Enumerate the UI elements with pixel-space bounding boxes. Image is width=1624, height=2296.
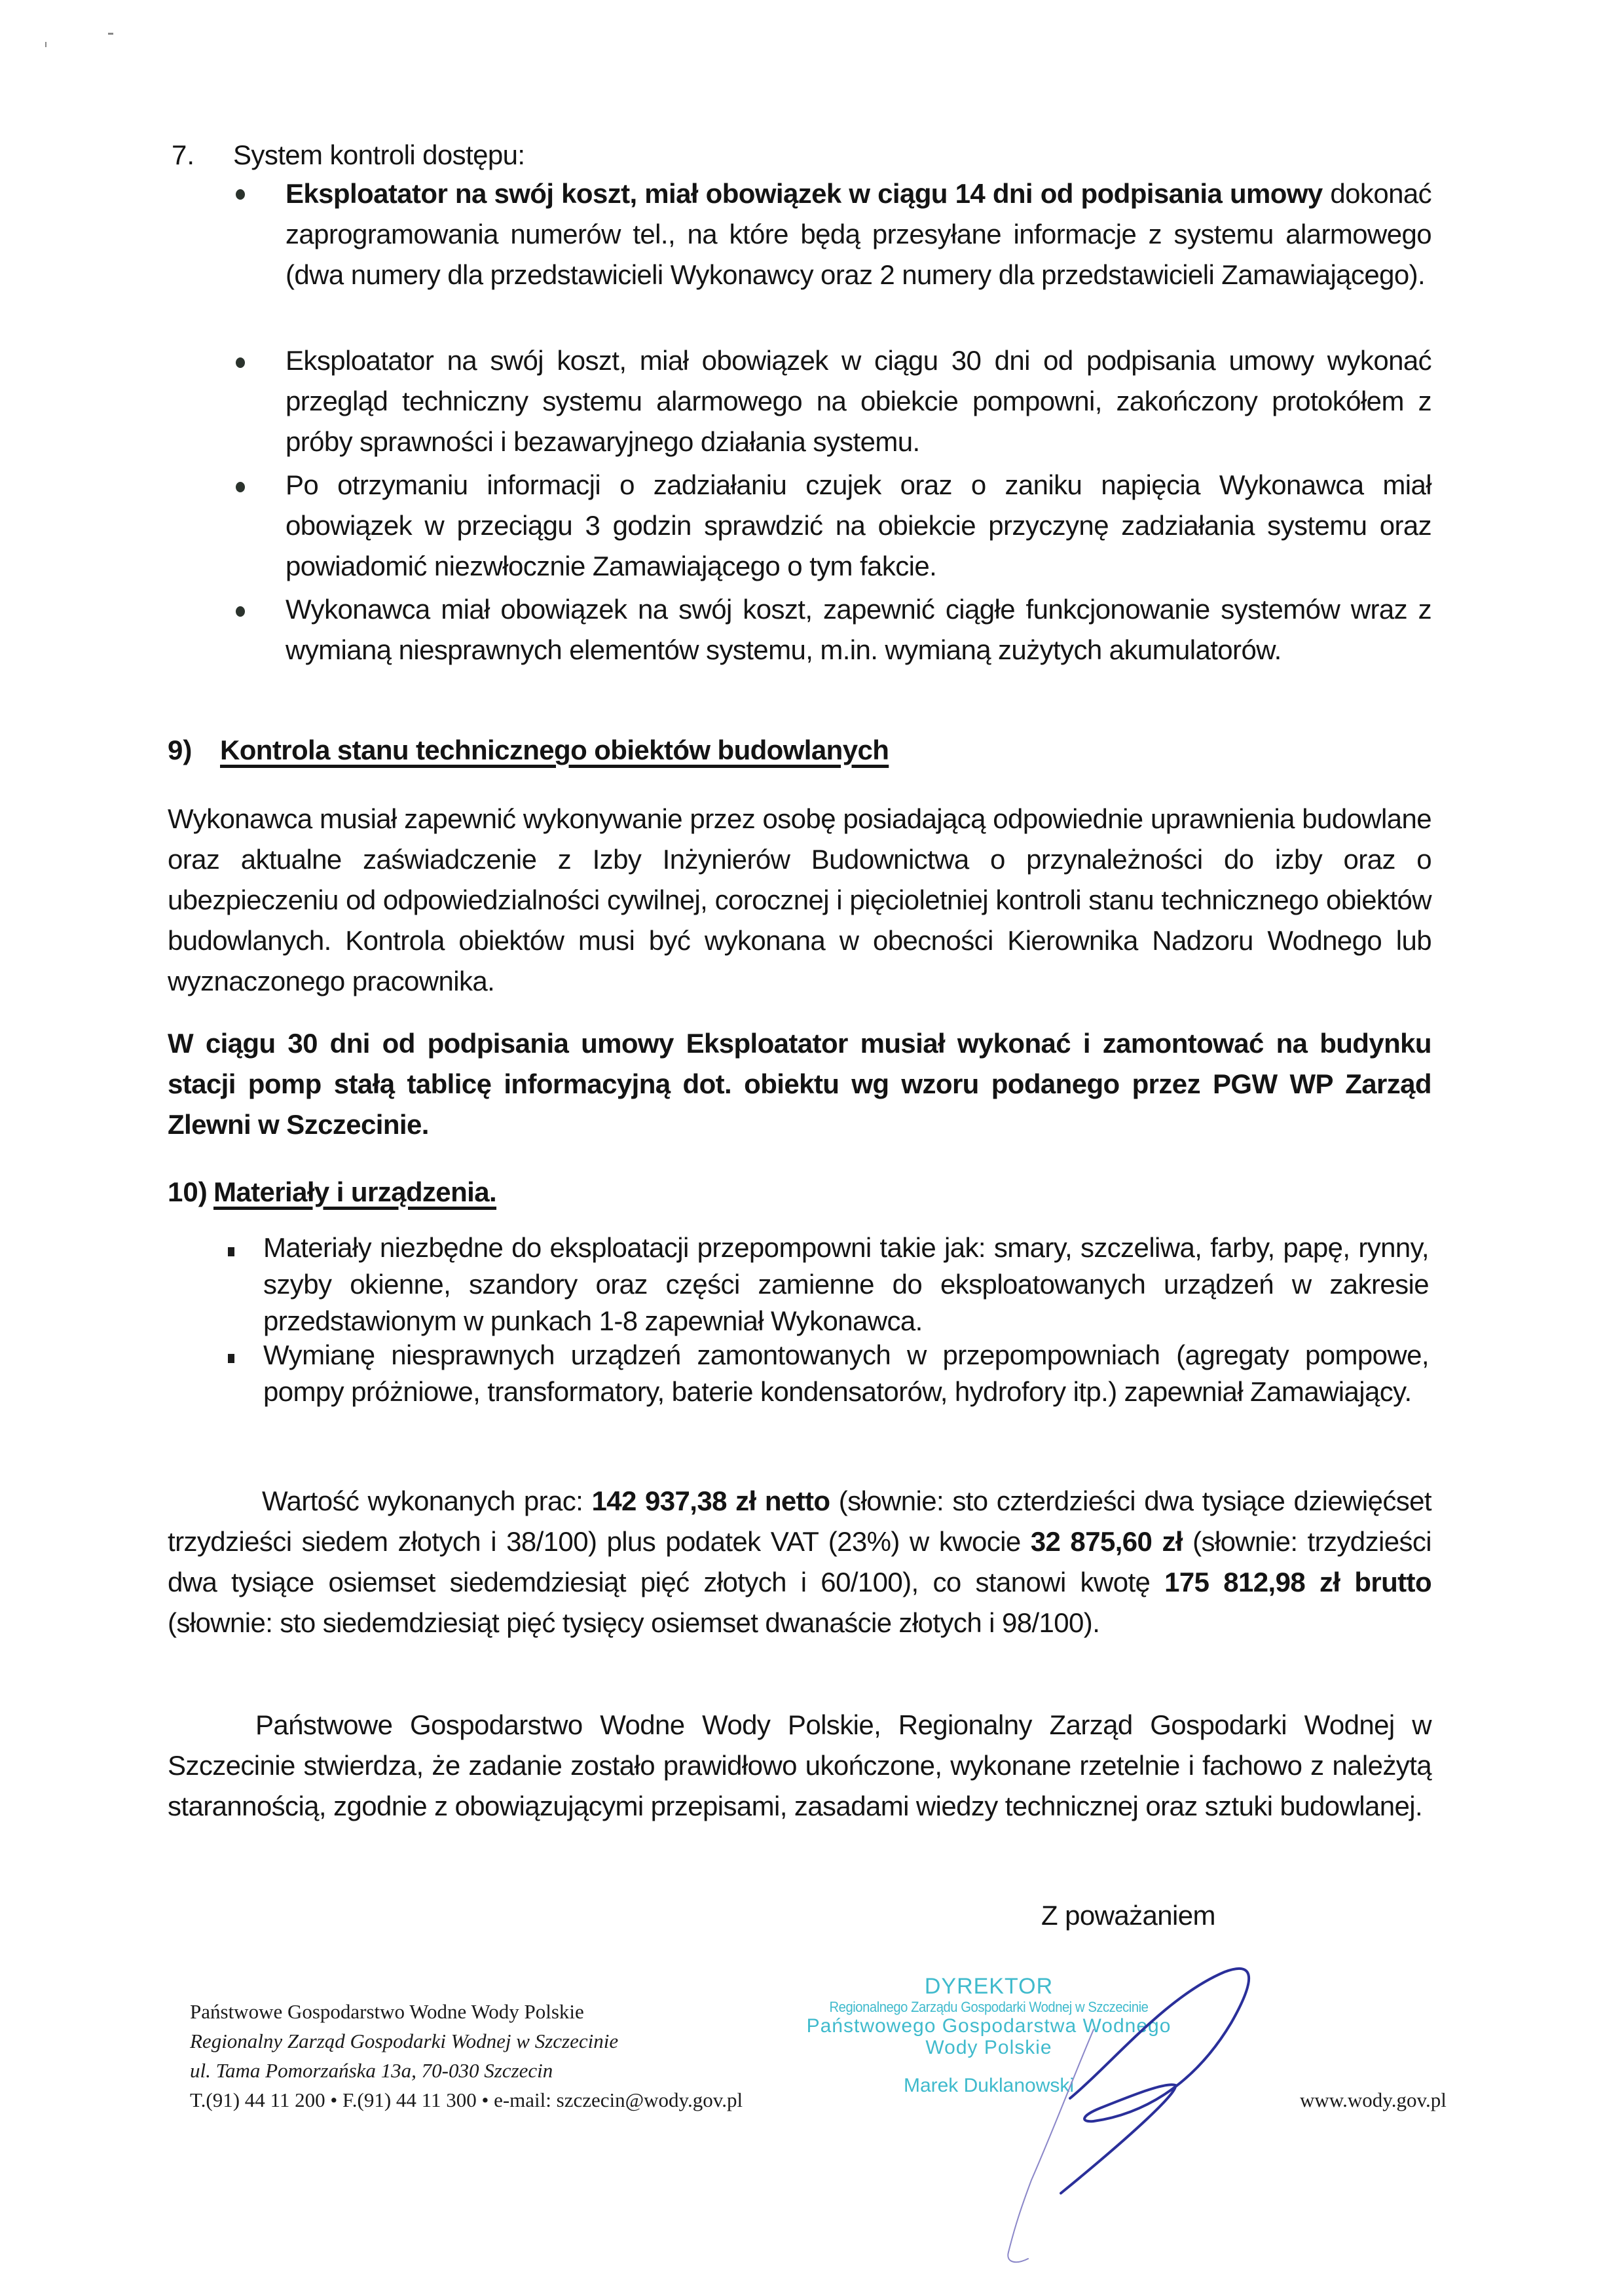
stamp-title: DYREKTOR xyxy=(924,1974,1054,1999)
footer-contact: T.(91) 44 11 200 • F.(91) 44 11 300 • e-mail: szczecin@wody.gov.pl xyxy=(190,2088,743,2111)
signature-tail xyxy=(1008,2030,1094,2262)
footer-dept: Regionalny Zarząd Gospodarki Wodnej w Szczecinie xyxy=(190,2030,619,2052)
section-9-paragraph: Wykonawca musiał zapewnić wykonywanie przez osobę posiadającą odpowiednie uprawnienia budowlane oraz aktualne zaświadczenie z Izby Inżynierów Budownictwa o przynależności do izby oraz o ubezpieczeniu od odpowiedzialności cywilnej, corocznej i pięcioletniej kontroli stanu technicznego obiektów budowlanych. Kontrola obiektów musi być wykonana w obecności Kierownika Nadzoru Wodnego lub wyznaczonego pracownika. xyxy=(168,803,1431,996)
bullet-icon xyxy=(236,606,245,617)
section-10-bullet-1: Materiały niezbędne do eksploatacji przepompowni takie jak: smary, szczeliwa, farby, papę, rynny, szyby okienne, szandory oraz części zamienne do eksploatowanych urządzeń w zakresie przedstawionym w punkach 1-8 zapewniał Wykonawca. xyxy=(263,1232,1429,1336)
signature-stroke xyxy=(1061,1969,1249,2193)
stamp-line-3: Państwowego Gospodarstwa Wodnego xyxy=(806,2015,1172,2037)
stamp-name: Marek Duklanowski xyxy=(903,2075,1075,2096)
handwritten-signature xyxy=(917,1944,1257,2285)
footer-org: Państwowe Gospodarstwo Wodne Wody Polskie xyxy=(190,2000,584,2023)
bullet-1-text: dokonać zaprogramowania numerów tel., na które będą przesyłane informacje z systemu alarmowego (dwa numery dla przedstawicieli Wykonawcy oraz 2 numery dla przedstawicieli Zamawiającego). xyxy=(286,178,1431,290)
section-7-bullet-2: Eksploatator na swój koszt, miał obowiązek w ciągu 30 dni od podpisania umowy wykonać przegląd techniczny systemu alarmowego na obiekcie pompowni, zakończony protokółem z próby sprawności i bezawaryjnego działania systemu. xyxy=(286,345,1431,457)
section-7-bullet-4: Wykonawca miał obowiązek na swój koszt, zapewnić ciągłe funkcjonowanie systemów wraz z wymianą niesprawnych elementów systemu, m.in. wymianą zużytych akumulatorów. xyxy=(286,594,1431,665)
section-7-number: 7. xyxy=(172,139,195,170)
section-10-title: Materiały i urządzenia. xyxy=(213,1176,497,1207)
salutation: Z poważaniem xyxy=(1041,1900,1215,1931)
gross-amount-words: (słownie: sto siedemdziesiąt pięć tysięcy osiemset dwanaście złotych i 98/100). xyxy=(168,1607,1100,1638)
value-lead: Wartość wykonanych prac: xyxy=(262,1485,592,1516)
gross-amount: 175 812,98 zł brutto xyxy=(1164,1567,1431,1597)
vat-amount: 32 875,60 zł xyxy=(1030,1526,1183,1557)
scan-artifact xyxy=(108,33,113,35)
stamp-line-4: Wody Polskie xyxy=(925,2037,1052,2058)
bullet-icon xyxy=(228,1247,234,1256)
bullet-1-bold-lead: Eksploatator na swój koszt, miał obowiązek w ciągu 14 dni od podpisania umowy xyxy=(286,178,1323,209)
section-9-bold-paragraph: W ciągu 30 dni od podpisania umowy Eksploatator musiał wykonać i zamontować na budynku stacji pomp stałą tablicę informacyjną dot. obiektu wg wzoru podanego przez PGW WP Zarząd Zlewni w Szczecinie. xyxy=(168,1028,1431,1140)
net-amount-words: (słownie: sto czterdzieści dwa tysiące dziewięćset trzydzieści siedem złotych i 38/100) plus podatek VAT (23%) w kwocie xyxy=(168,1485,1431,1557)
section-10-bullet-2: Wymianę niesprawnych urządzeń zamontowanych w przepompowniach (agregaty pompowe, pompy próżniowe, transformatory, baterie kondensatorów, hydrofory itp.) zapewniał Zamawiający. xyxy=(263,1339,1429,1407)
value-paragraph xyxy=(168,1481,1431,1643)
footer-address: ul. Tama Pomorzańska 13a, 70-030 Szczecin xyxy=(190,2059,553,2082)
footer-address-block xyxy=(190,1997,743,2115)
net-amount: 142 937,38 zł netto xyxy=(591,1485,830,1516)
scan-artifact xyxy=(45,42,46,47)
section-10-number: 10) xyxy=(168,1176,208,1207)
stamp-line-2: Regionalnego Zarządu Gospodarki Wodnej w Szczecinie xyxy=(829,1999,1149,2015)
section-7-title: System kontroli dostępu: xyxy=(233,139,525,170)
vat-amount-words: (słownie: trzydzieści dwa tysiące osiemset siedemdziesiąt pięć złotych i 60/100), co stanowi kwotę xyxy=(168,1526,1431,1597)
section-9-title: Kontrola stanu technicznego obiektów budowlanych xyxy=(220,735,889,765)
section-7-bullet-3: Po otrzymaniu informacji o zadziałaniu czujek oraz o zaniku napięcia Wykonawca miał obowiązek w przeciągu 3 godzin sprawdzić na obiekcie przyczynę zadziałania systemu oraz powiadomić niezwłocznie Zamawiającego o tym fakcie. xyxy=(286,469,1431,581)
bullet-icon xyxy=(236,482,245,492)
bullet-icon xyxy=(236,189,245,200)
bullet-icon xyxy=(236,357,245,368)
section-7-bullet-1 xyxy=(286,173,1431,295)
footer-website: www.wody.gov.pl xyxy=(1300,2088,1447,2111)
section-9-number: 9) xyxy=(168,735,193,765)
closing-paragraph: Państwowe Gospodarstwo Wodne Wody Polskie, Regionalny Zarząd Gospodarki Wodnej w Szczecinie stwierdza, że zadanie zostało prawidłowo ukończone, wykonane rzetelnie i fachowo z należytą starannością, zgodnie z obowiązującymi przepisami, zasadami wiedzy technicznej oraz sztuki budowlanej. xyxy=(168,1709,1431,1821)
bullet-icon xyxy=(228,1354,234,1363)
